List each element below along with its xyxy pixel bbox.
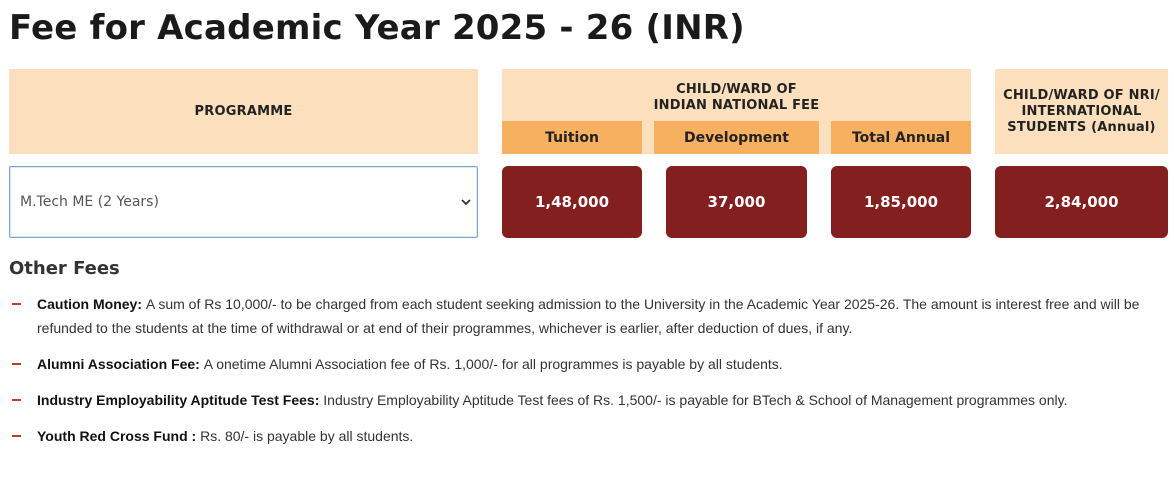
nri-fee-header-line1: CHILD/WARD OF NRI/ [1003,87,1160,103]
chevron-down-icon [461,197,471,207]
aptitude-test-fee-text: Industry Employability Aptitude Test fees of Rs. 1,500/- is payable for BTech & School of Management programmes only. [323,392,1068,408]
nri-fee-value: 2,84,000 [995,166,1168,238]
list-item-caution-money [9,292,1171,340]
total-annual-subheader: Total Annual [831,121,971,154]
caution-money-text: A sum of Rs 10,000/- to be charged from each student seeking admission to the University in the Academic Year 2025-26. The amount is interest free and will be refunded to the students at the time of withdrawal or at end of their programmes, whichever is earlier, after deduction of dues, if any. [37,296,1140,336]
tuition-subheader: Tuition [502,121,642,154]
nri-fee-header-line3: STUDENTS (Annual) [1007,119,1156,135]
dash-bullet-icon [12,435,21,437]
alumni-fee-text: A onetime Alumni Association fee of Rs. 1,000/- for all programmes is payable by all students. [203,356,783,372]
dash-bullet-icon [12,399,21,401]
programme-select[interactable] [9,166,478,238]
caution-money-label: Caution Money: [37,296,146,312]
red-cross-fund-label: Youth Red Cross Fund : [37,428,201,444]
indian-fee-header-line1: CHILD/WARD OF [676,82,797,97]
nri-fee-header-label [1003,88,1160,136]
nri-fee-header [995,69,1168,154]
aptitude-test-fee-label: Industry Employability Aptitude Test Fees: [37,392,324,408]
list-item-alumni-fee [9,352,1171,376]
red-cross-fund-text: Rs. 80/- is payable by all students. [200,428,414,444]
development-fee-value: 37,000 [666,166,807,238]
dash-bullet-icon [12,303,21,305]
nri-fee-header-line2: INTERNATIONAL [1021,103,1142,119]
list-item-aptitude-test-fee [9,388,1171,412]
other-fees-heading: Other Fees [9,258,120,279]
programme-header-label: PROGRAMME [194,103,293,119]
list-item-red-cross-fund [9,424,1171,448]
dash-bullet-icon [12,363,21,365]
page-title: Fee for Academic Year 2025 - 26 (INR) [9,8,745,48]
indian-fee-header-label [502,82,971,114]
development-subheader: Development [654,121,819,154]
indian-fee-header-line2: INDIAN NATIONAL FEE [653,98,820,113]
alumni-fee-label: Alumni Association Fee: [37,356,204,372]
tuition-fee-value: 1,48,000 [502,166,642,238]
programme-select-value: M.Tech ME (2 Years) [20,194,159,210]
programme-header [9,69,478,154]
total-annual-fee-value: 1,85,000 [831,166,971,238]
other-fees-list [9,292,1171,448]
